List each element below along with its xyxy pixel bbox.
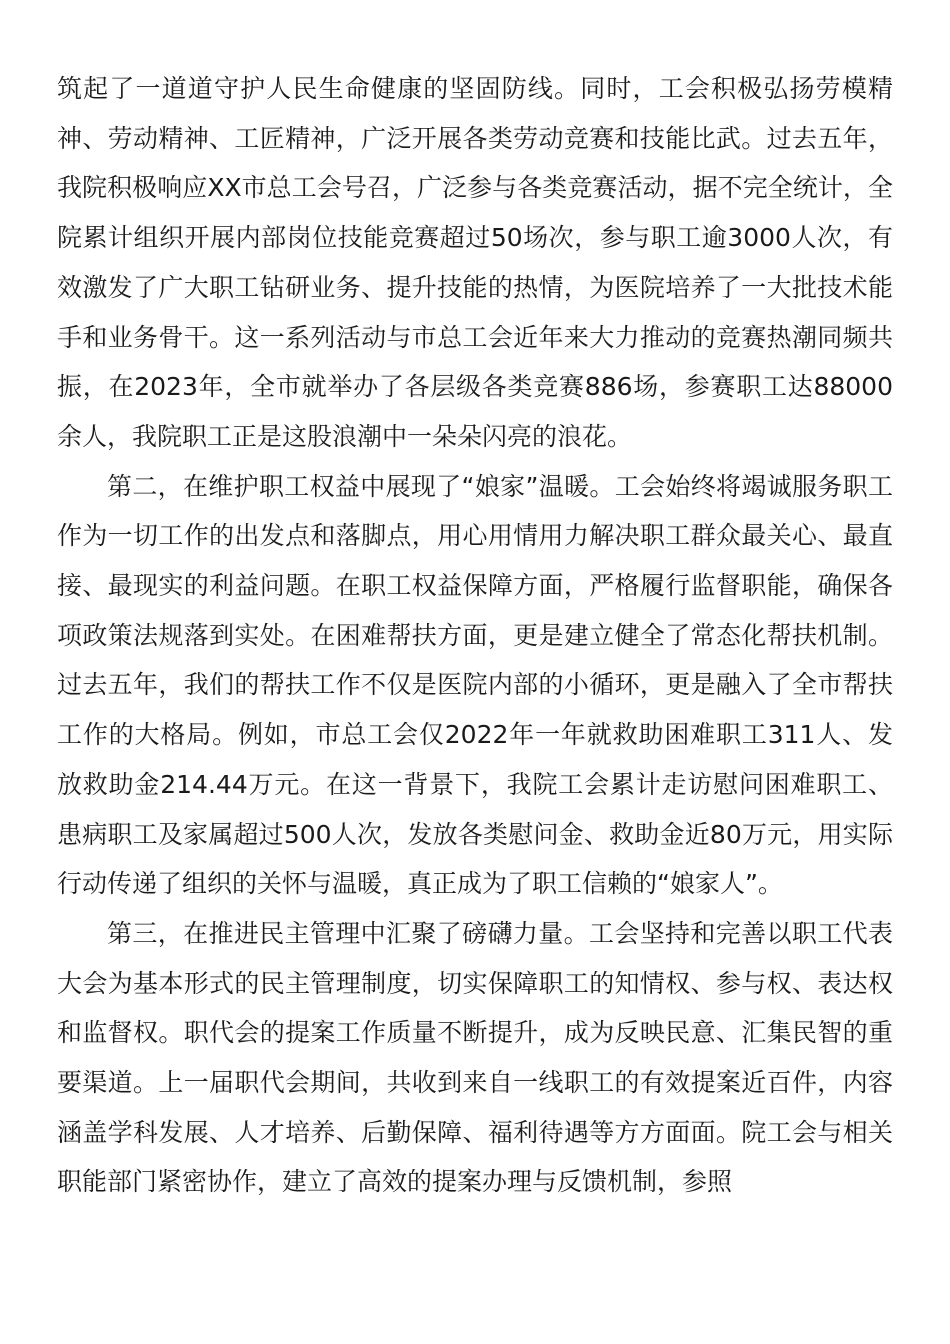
paragraph-worker-rights: 第二，在维护职工权益中展现了“娘家”温暖。工会始终将竭诚服务职工作为一切工作的出发点和落脚点，用心用情用力解决职工群众最关心、最直接、最现实的利益问题。在职工权益保障方面，严格履行监督职能，确保各项政策法规落到实处。在困难帮扶方面，更是建立健全了常态化帮扶机制。过去五年，我们的帮扶工作不仅是医院内部的小循环，更是融入了全市帮扶工作的大格局。例如，市总工会仅2022年一年就救助困难职工311人、发放救助金214.44万元。在这一背景下，我院工会累计走访慰问困难职工、患病职工及家属超过500人次，发放各类慰问金、救助金近80万元，用实际行动传递了组织的关怀与温暖，真正成为了职工信赖的“娘家人”。 — [57, 471, 893, 899]
document-body — [57, 64, 893, 1207]
paragraph-democratic-management: 第三，在推进民主管理中汇聚了磅礴力量。工会坚持和完善以职工代表大会为基本形式的民主管理制度，切实保障职工的知情权、参与权、表达权和监督权。职代会的提案工作质量不断提升，成为反映民意、汇集民智的重要渠道。上一届职代会期间，共收到来自一线职工的有效提案近百件，内容涵盖学科发展、人才培养、后勤保障、福利待遇等方方面面。院工会与相关职能部门紧密协作，建立了高效的提案办理与反馈机制，参照 — [57, 918, 893, 1197]
paragraph-competitions: 筑起了一道道守护人民生命健康的坚固防线。同时，工会积极弘扬劳模精神、劳动精神、工匠精神，广泛开展各类劳动竞赛和技能比武。过去五年，我院积极响应XX市总工会号召，广泛参与各类竞赛活动，据不完全统计，全院累计组织开展内部岗位技能竞赛超过50场次，参与职工逾3000人次，有效激发了广大职工钻研业务、提升技能的热情，为医院培养了一大批技术能手和业务骨干。这一系列活动与市总工会近年来大力推动的竞赛热潮同频共振，在2023年，全市就举办了各层级各类竞赛886场，参赛职工达88000余人，我院职工正是这股浪潮中一朵朵闪亮的浪花。 — [57, 74, 893, 451]
